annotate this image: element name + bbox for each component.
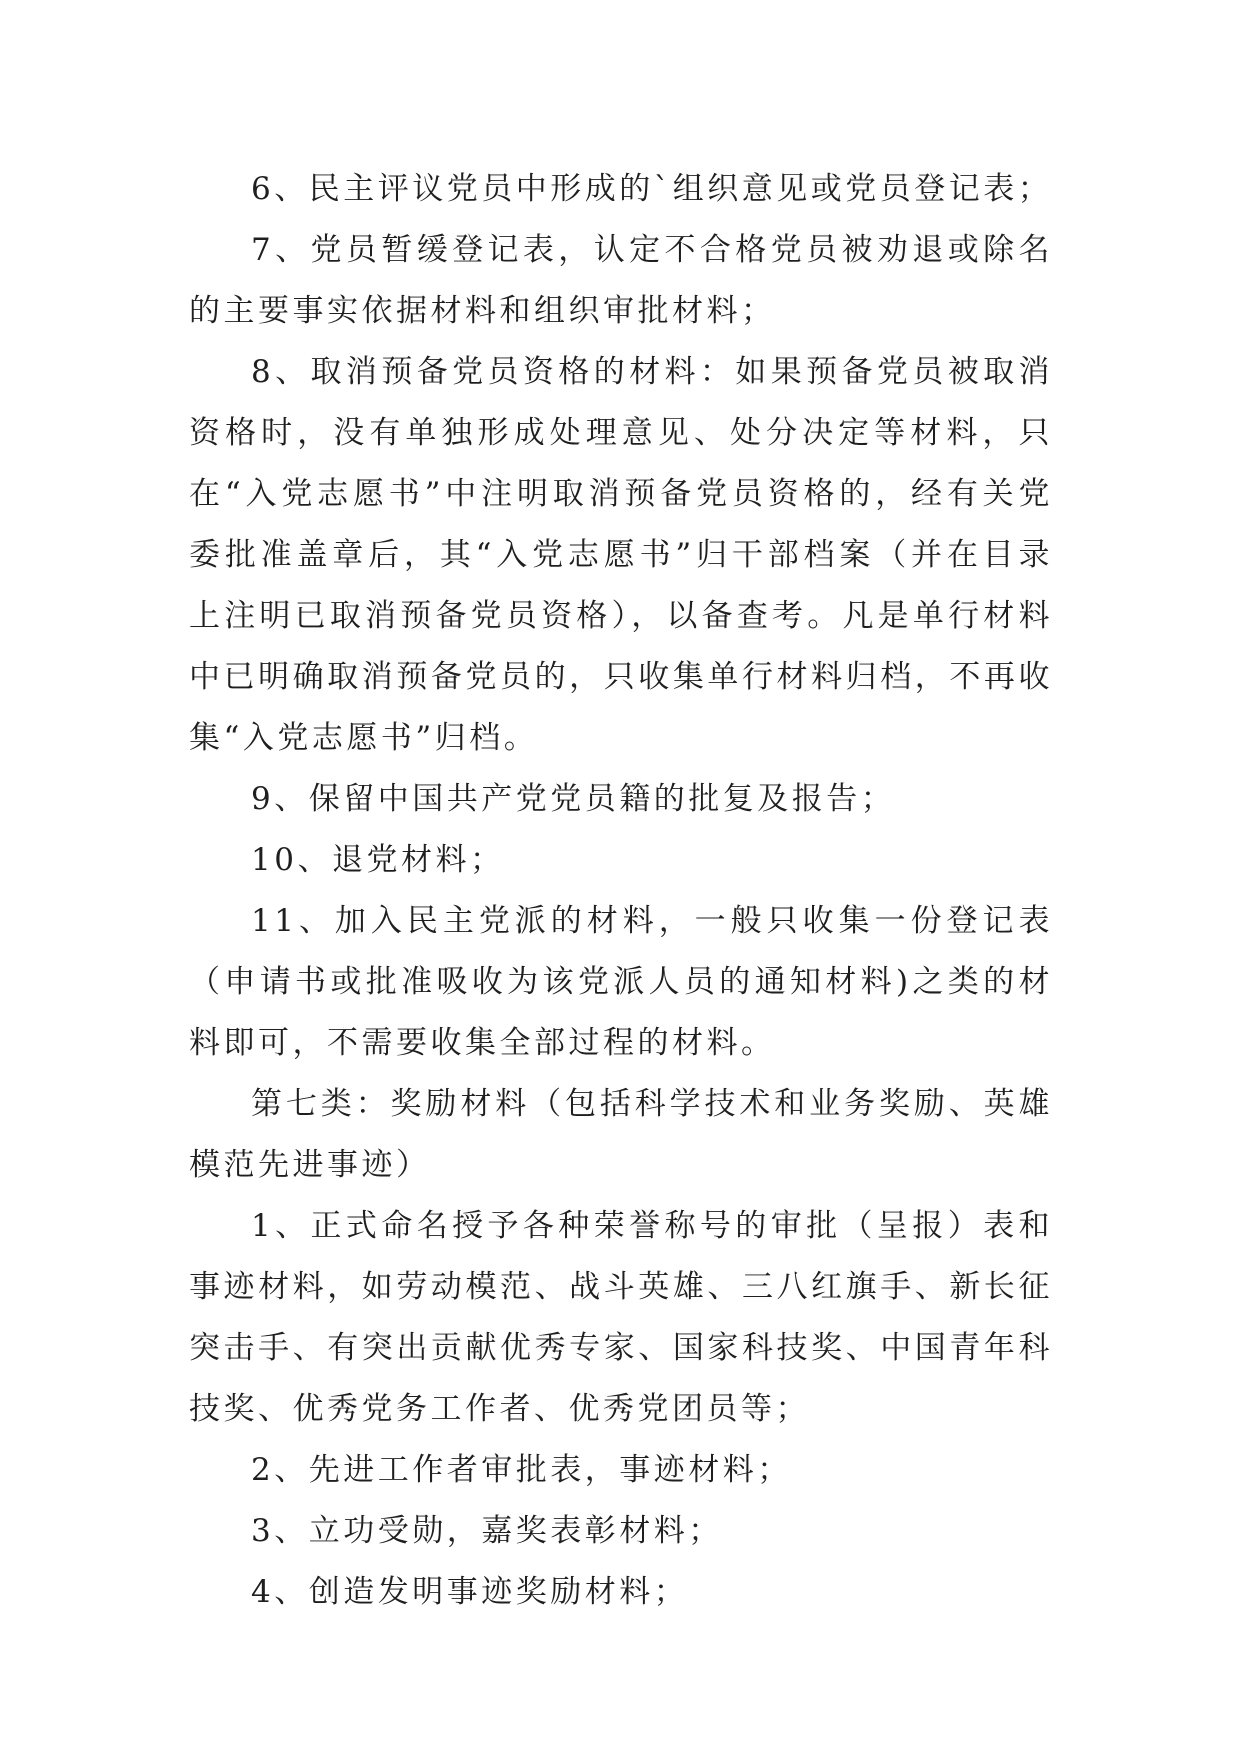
paragraph-item-4: 4、创造发明事迹奖励材料； [251, 1574, 689, 1610]
paragraph-item-9: 9、保留中国共产党党员籍的批复及报告； [251, 781, 896, 817]
document-body [189, 159, 1053, 1623]
paragraph-item-1: 1、正式命名授予各种荣誉称号的审批（呈报）表和事迹材料，如劳动模范、战斗英雄、三八红旗手、新长征突击手、有突出贡献优秀专家、国家科技奖、中国青年科技奖、优秀党务工作者、优秀党团员等； [189, 1208, 1053, 1427]
paragraph-item-8: 8、取消预备党员资格的材料：如果预备党员被取消资格时，没有单独形成处理意见、处分决定等材料，只在“入党志愿书”中注明取消预备党员资格的，经有关党委批准盖章后，其“入党志愿书”归干部档案（并在目录上注明已取消预备党员资格），以备查考。凡是单行材料中已明确取消预备党员的，只收集单行材料归档，不再收集“入党志愿书”归档。 [189, 354, 1053, 756]
paragraph-item-6: 6、民主评议党员中形成的`组织意见或党员登记表； [251, 171, 1053, 207]
paragraph-item-11: 11、加入民主党派的材料，一般只收集一份登记表（申请书或批准吸收为该党派人员的通知材料)之类的材料即可，不需要收集全部过程的材料。 [189, 903, 1053, 1061]
paragraph-item-3: 3、立功受勋，嘉奖表彰材料； [251, 1513, 723, 1549]
section-heading-category-7: 第七类：奖励材料（包括科学技术和业务奖励、英雄模范先进事迹） [189, 1086, 1053, 1183]
paragraph-item-2: 2、先进工作者审批表，事迹材料； [251, 1452, 792, 1488]
paragraph-item-7: 7、党员暂缓登记表，认定不合格党员被劝退或除名的主要事实依据材料和组织审批材料； [189, 232, 1053, 329]
paragraph-item-10: 10、退党材料； [251, 842, 505, 878]
